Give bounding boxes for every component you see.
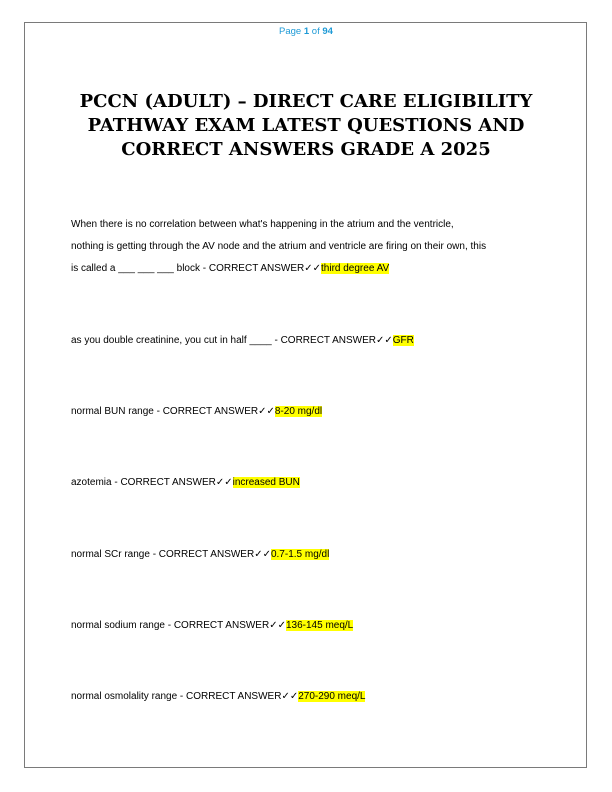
- qa-item-2: [71, 330, 551, 352]
- check-mark-icon: ✓✓: [254, 549, 271, 560]
- page-label: Page: [279, 26, 302, 37]
- answer-text: increased BUN: [232, 477, 300, 488]
- check-mark-icon: ✓✓: [304, 263, 322, 274]
- question-text: normal SCr range - CORRECT ANSWER: [71, 549, 255, 560]
- answer-text: 8-20 mg/dl: [274, 406, 323, 417]
- qa-item-3: [71, 401, 551, 423]
- check-mark-icon: ✓✓: [375, 335, 393, 346]
- answer-text: 0.7-1.5 mg/dl: [270, 549, 330, 560]
- answer-text: third degree AV: [321, 263, 390, 274]
- check-mark-icon: ✓✓: [281, 691, 299, 702]
- answer-text: 270-290 meq/L: [298, 691, 366, 702]
- check-mark-icon: ✓✓: [258, 406, 275, 417]
- qa-item-5: [71, 544, 551, 566]
- question-line: nothing is getting through the AV node and the atrium and ventricle are firing on their own, this: [71, 241, 487, 252]
- question-text: is called a ___ ___ ___ block - CORRECT ANSWER: [71, 263, 305, 274]
- page-number-header: [0, 26, 612, 37]
- qa-item-7: [71, 686, 551, 708]
- page-total: 94: [322, 26, 333, 37]
- question-text: normal sodium range - CORRECT ANSWER: [71, 620, 270, 631]
- qa-item-4: [71, 472, 551, 494]
- answer-text: GFR: [392, 335, 414, 346]
- page-of-label: of: [311, 26, 320, 37]
- question-text: normal BUN range - CORRECT ANSWER: [71, 406, 259, 417]
- question-text: azotemia - CORRECT ANSWER: [71, 477, 216, 488]
- question-text: as you double creatinine, you cut in half ____ - CORRECT ANSWER: [71, 335, 376, 346]
- title-line-1: PCCN (ADULT) – DIRECT CARE ELIGIBILITY: [79, 91, 533, 112]
- qa-item-6: [71, 615, 551, 637]
- qa-item-1: [71, 214, 551, 280]
- check-mark-icon: ✓✓: [269, 620, 286, 631]
- question-text: normal osmolality range - CORRECT ANSWER: [71, 691, 282, 702]
- question-answer-line: [71, 258, 551, 280]
- title-line-2: PATHWAY EXAM LATEST QUESTIONS AND: [87, 115, 525, 136]
- question-line: When there is no correlation between what's happening in the atrium and the ventricle,: [71, 219, 454, 230]
- title-line-3: CORRECT ANSWERS GRADE A 2025: [121, 139, 491, 160]
- check-mark-icon: ✓✓: [215, 477, 233, 488]
- answer-text: 136-145 meq/L: [285, 620, 354, 631]
- document-title: [60, 90, 552, 162]
- page-current: 1: [303, 26, 310, 37]
